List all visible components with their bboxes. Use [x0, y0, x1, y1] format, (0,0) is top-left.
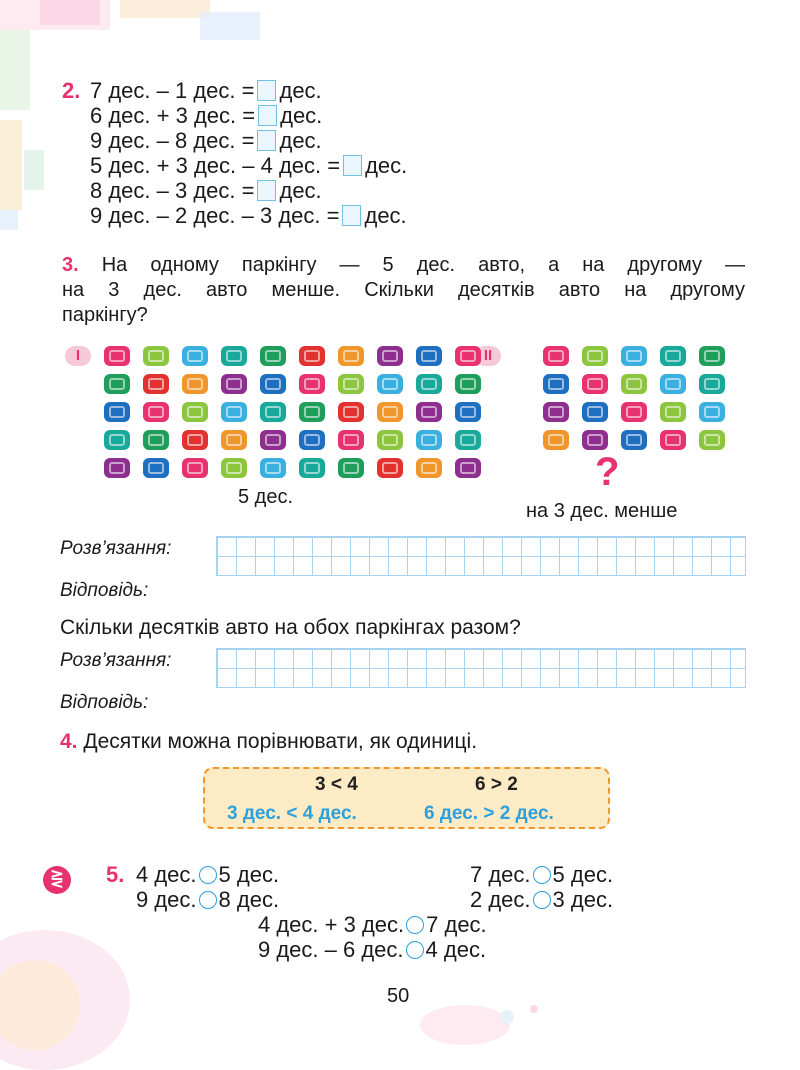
car-icon [104, 430, 130, 450]
car-icon [455, 402, 481, 422]
car-icon [621, 346, 647, 366]
car-icon [377, 402, 403, 422]
equation-line [90, 103, 322, 129]
equation-line [90, 128, 322, 154]
car-icon [338, 374, 364, 394]
compare-circle[interactable] [533, 866, 551, 884]
comparison-item [470, 862, 613, 888]
exercise-number: 2. [62, 78, 81, 103]
car-icon [104, 458, 130, 478]
equation-unit: дес. [280, 103, 323, 128]
car-icon [299, 430, 325, 450]
right-value: 5 дес. [218, 862, 280, 887]
comparison-item [470, 887, 613, 913]
equation-unit: дес. [279, 78, 322, 103]
car-icon [582, 430, 608, 450]
car-icon [699, 430, 725, 450]
car-icon [299, 402, 325, 422]
car-icon [143, 402, 169, 422]
compare-circle[interactable] [533, 891, 551, 909]
question-2: Скільки десятків авто на обох паркінгах разом? [60, 616, 521, 639]
car-icon [621, 374, 647, 394]
rule-text: Десятки можна порівнювати, як одиниці. [83, 730, 478, 753]
right-value: 8 дес. [218, 887, 280, 912]
car-icon [699, 402, 725, 422]
car-icon [582, 374, 608, 394]
equation-line [90, 153, 407, 179]
car-icon [699, 346, 725, 366]
compare-circle[interactable] [406, 941, 424, 959]
compare-circle[interactable] [406, 916, 424, 934]
car-icon [377, 458, 403, 478]
car-icon [455, 430, 481, 450]
equation-line [90, 178, 322, 204]
comparison-tens-1: 3 дес. < 4 дес. [227, 803, 357, 824]
car-icon [543, 374, 569, 394]
car-icon [104, 374, 130, 394]
answer-label-2: Відповідь: [60, 692, 149, 713]
car-icon [260, 374, 286, 394]
comparison-item [258, 937, 486, 963]
comparison-item [258, 912, 487, 938]
parking-lot-1-label: I [65, 346, 91, 366]
comparison-item [136, 887, 279, 913]
comparison-units-2: 6 > 2 [475, 774, 518, 795]
equation-left: 7 дес. – 1 дес. = [90, 78, 255, 103]
car-icon [621, 430, 647, 450]
car-icon [660, 430, 686, 450]
car-icon [416, 458, 442, 478]
car-icon [221, 346, 247, 366]
lot-1-caption: 5 дес. [238, 486, 294, 508]
left-value: 9 дес. – 6 дес. [258, 937, 404, 962]
car-icon [182, 430, 208, 450]
equation-left: 5 дес. + 3 дес. – 4 дес. = [90, 153, 341, 178]
comparison-callout [203, 767, 610, 829]
exercise-number: 3. [62, 254, 79, 276]
solution-grid[interactable] [216, 536, 746, 576]
solution-grid-2[interactable] [216, 648, 746, 688]
car-icon [455, 458, 481, 478]
car-icon [543, 402, 569, 422]
equation-unit: дес. [365, 153, 408, 178]
car-icon [377, 346, 403, 366]
car-icon [260, 458, 286, 478]
car-icon [338, 458, 364, 478]
car-icon [182, 346, 208, 366]
left-value: 4 дес. + 3 дес. [258, 912, 405, 937]
equation-line [90, 78, 322, 104]
compare-icon: ⋛ [43, 866, 71, 894]
exercise-number: 4. [60, 730, 78, 753]
answer-box[interactable] [342, 205, 361, 226]
car-icon [182, 458, 208, 478]
right-value: 3 дес. [552, 887, 614, 912]
car-icon [299, 374, 325, 394]
car-icon [582, 346, 608, 366]
solution-label: Розв’язання: [60, 538, 172, 559]
car-icon [260, 346, 286, 366]
car-icon [221, 374, 247, 394]
car-icon [416, 402, 442, 422]
equation-left: 9 дес. – 2 дес. – 3 дес. = [90, 203, 340, 228]
car-icon [416, 374, 442, 394]
car-icon [143, 374, 169, 394]
compare-circle[interactable] [199, 866, 217, 884]
left-value: 4 дес. [136, 862, 197, 887]
left-value: 2 дес. [470, 887, 531, 912]
car-icon [338, 402, 364, 422]
car-icon [104, 402, 130, 422]
problem-text-line-3: паркінгу? [62, 304, 148, 326]
equation-left: 8 дес. – 3 дес. = [90, 178, 255, 203]
equation-left: 9 дес. – 8 дес. = [90, 128, 255, 153]
answer-box[interactable] [258, 105, 277, 126]
car-icon [621, 402, 647, 422]
car-icon [377, 430, 403, 450]
car-icon [143, 430, 169, 450]
equation-unit: дес. [364, 203, 407, 228]
car-icon [660, 374, 686, 394]
right-value: 5 дес. [552, 862, 614, 887]
answer-box[interactable] [257, 130, 276, 151]
compare-circle[interactable] [199, 891, 217, 909]
car-icon [221, 402, 247, 422]
car-icon [377, 374, 403, 394]
car-icon [104, 346, 130, 366]
equation-left: 6 дес. + 3 дес. = [90, 103, 256, 128]
equation-line [90, 203, 407, 229]
car-icon [416, 346, 442, 366]
car-icon [455, 346, 481, 366]
car-icon [260, 430, 286, 450]
car-icon [143, 346, 169, 366]
problem-text-line-1 [62, 253, 745, 278]
car-icon [299, 458, 325, 478]
car-icon [416, 430, 442, 450]
left-value: 7 дес. [470, 862, 531, 887]
car-icon [143, 458, 169, 478]
car-icon [182, 374, 208, 394]
car-icon [582, 402, 608, 422]
comparison-units-1: 3 < 4 [315, 774, 358, 795]
solution-label-2: Розв’язання: [60, 650, 172, 671]
car-icon [182, 402, 208, 422]
car-icon [543, 346, 569, 366]
answer-box[interactable] [257, 80, 276, 101]
problem-text: На одному паркінгу — 5 дес. авто, а на другому — [101, 254, 745, 276]
equation-unit: дес. [279, 178, 322, 203]
car-icon [260, 402, 286, 422]
comparison-tens-2: 6 дес. > 2 дес. [424, 803, 554, 824]
car-icon [299, 346, 325, 366]
car-icon [660, 402, 686, 422]
page-number: 50 [387, 985, 410, 1007]
question-mark: ? [595, 450, 620, 494]
car-icon [699, 374, 725, 394]
car-icon [221, 458, 247, 478]
comparison-item [136, 862, 279, 888]
exercise-4-text [60, 730, 477, 754]
car-icon [660, 346, 686, 366]
lot-2-caption: на 3 дес. менше [526, 500, 678, 522]
car-icon [455, 374, 481, 394]
answer-box[interactable] [343, 155, 362, 176]
right-value: 7 дес. [426, 912, 487, 937]
exercise-number: 5. [106, 862, 125, 887]
car-icon [338, 430, 364, 450]
car-icon [543, 430, 569, 450]
car-icon [221, 430, 247, 450]
equation-unit: дес. [279, 128, 322, 153]
answer-box[interactable] [257, 180, 276, 201]
left-value: 9 дес. [136, 887, 197, 912]
answer-label: Відповідь: [60, 580, 149, 601]
problem-text-line-2: на 3 дес. авто менше. Скільки десятків авто на другому [62, 279, 745, 301]
parking-lot-2-label: II [475, 346, 501, 366]
right-value: 4 дес. [425, 937, 487, 962]
car-icon [338, 346, 364, 366]
